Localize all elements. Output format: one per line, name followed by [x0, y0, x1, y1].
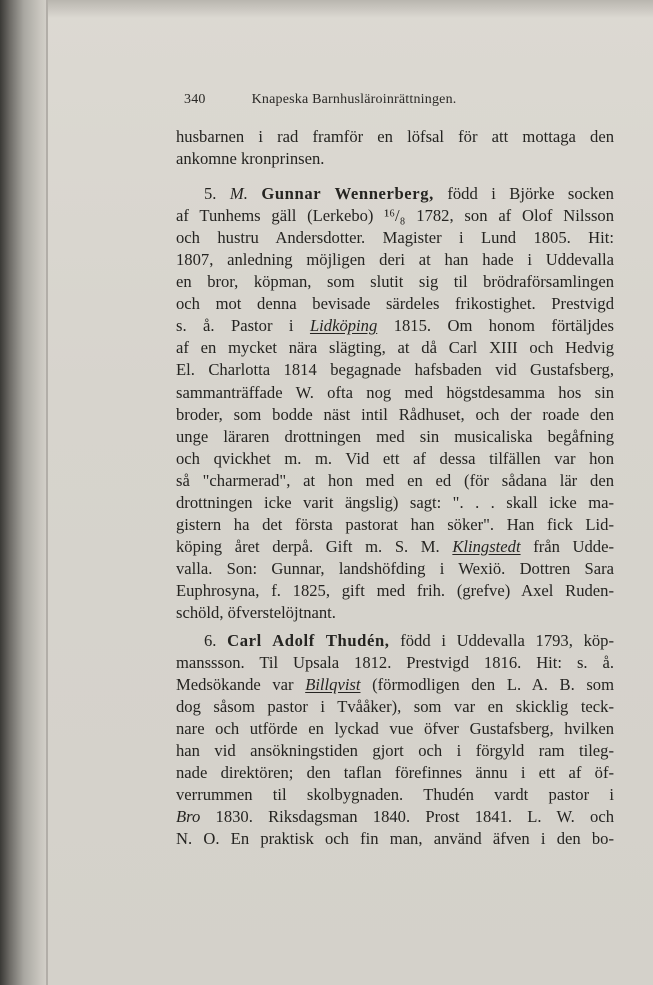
entry6-place-bro: Bro [176, 807, 201, 827]
page-number: 340 [184, 92, 206, 107]
entry5-initial: M. [229, 184, 248, 204]
entry5-name: Gunnar Wennerberg, [261, 184, 434, 204]
entry5-line-1 [176, 183, 614, 205]
entry5-line-5: en bror, köpman, som slutit sig til brödraförsamlingen [176, 272, 614, 292]
entry5-line-16: gistern ha det första pastorat han söker". Han fick Lid- [176, 514, 614, 534]
entry5-line-17-b: från Udde- [533, 536, 614, 556]
entry6-line-1-rest: född i Uddevalla 1793, köp- [400, 631, 614, 651]
intro-line-1: husbarnen i rad framför en löfsal för att mottaga den [176, 127, 614, 146]
top-shadow [48, 0, 653, 18]
entry6-line-7: nade direktören; den taflan förefinnes ännu i ett af öf- [176, 763, 614, 783]
entry6-line-9-b: 1830. Riksdagsman 1840. Prost 1841. L. W. och [215, 807, 614, 827]
entry5-line-14: så "charmerad", at hon med en ed (för sådana lär den [176, 470, 614, 490]
entry5-line-1-rest: född i Björke socken [447, 184, 614, 204]
entry6-line-9 [176, 806, 614, 828]
entry6-line-6: han vid ansökningstiden gjort och i förgyld ram tileg- [176, 741, 614, 761]
entry6-line-3-a: Medsökande var [176, 675, 294, 695]
entry6-line-1 [176, 630, 614, 652]
running-title: Knapeska Barnhusläroinrättningen. [251, 92, 457, 107]
entry6-line-4: dog såsom pastor i Tvååker), som var en skicklig teck- [176, 697, 614, 717]
entry6-line-10: N. O. En praktisk och fin man, använd äfven i den bo- [176, 829, 614, 849]
entry5-line-12: unge läraren drottningen med sin musicaliska begåfning [176, 426, 614, 446]
entry6-number: 6. [204, 631, 217, 651]
entry5-line-7-a: s. å. Pastor i [176, 316, 294, 336]
entry5-line-9: El. Charlotta 1814 begagnade hafsbaden vid Gustafsberg, [176, 360, 614, 380]
entry5-line-13: och qvickhet m. m. Vid ett af dessa tilfällen var hon [176, 448, 614, 468]
entry5-line-11: broder, som bodde näst intil Rådhuset, och der roade den [176, 404, 614, 424]
entry6-line-2: manssson. Til Upsala 1812. Prestvigd 1816. Hit: s. å. [176, 653, 614, 673]
entry5-number: 5. [204, 184, 217, 204]
intro-line-2: ankomne kronprinsen. [176, 149, 325, 169]
entry5-line-4: 1807, anledning möjligen deri at han hade i Uddevalla [176, 250, 614, 270]
entry6-line-3-b: (förmodligen den L. A. B. som [372, 675, 614, 695]
entry6-line-5: nare och utförde en lyckad vue öfver Gustafsberg, hvilken [176, 719, 614, 739]
entry5-line-17-a: köping året derpå. Gift m. S. M. [176, 536, 440, 556]
entry6-line-8: verrummen til skolbygnaden. Thudén vardt pastor i [176, 785, 614, 805]
entry5-line-6: och mot denna bevisade särdeles frikostighet. Prestvigd [176, 294, 614, 314]
entry5-line-8: af en mycket nära slägting, at då Carl XIII och Hedvig [176, 338, 614, 358]
entry5-line-3: och hustru Andersdotter. Magister i Lund 1805. Hit: [176, 228, 614, 248]
entry5-line-15: drottningen icke varit ängslig) sagt: ". . . skall icke ma- [176, 492, 614, 512]
binding-gutter [0, 0, 46, 985]
entry5-line-17 [176, 536, 614, 558]
entry5-line-7 [176, 315, 614, 337]
entry5-line-2: af Tunhems gäll (Lerkebo) ¹⁶/₈ 1782, son af Olof Nilsson [176, 206, 614, 226]
running-header [184, 92, 614, 108]
entry5-line-19: Euphrosyna, f. 1825, gift med frih. (grefve) Axel Ruden- [176, 580, 614, 600]
entry5-line-10: sammanträffade W. ofta nog med högstdesamma hos sin [176, 382, 614, 402]
entry5-line-7-b: 1815. Om honom förtäljdes [393, 316, 614, 336]
entry6-line-3 [176, 674, 614, 696]
entry5-place-lidkoping: Lidköping [309, 316, 378, 336]
entry5-line-18: valla. Son: Gunnar, landshöfding i Wexiö. Dottren Sara [176, 558, 614, 578]
entry6-name-billqvist: Billqvist [305, 675, 361, 695]
page-body [176, 126, 614, 851]
entry5-line-20: schöld, öfverstelöjtnant. [176, 602, 336, 622]
entry5-name-klingstedt: Klingstedt [452, 536, 521, 556]
entry6-name: Carl Adolf Thudén, [227, 631, 390, 651]
